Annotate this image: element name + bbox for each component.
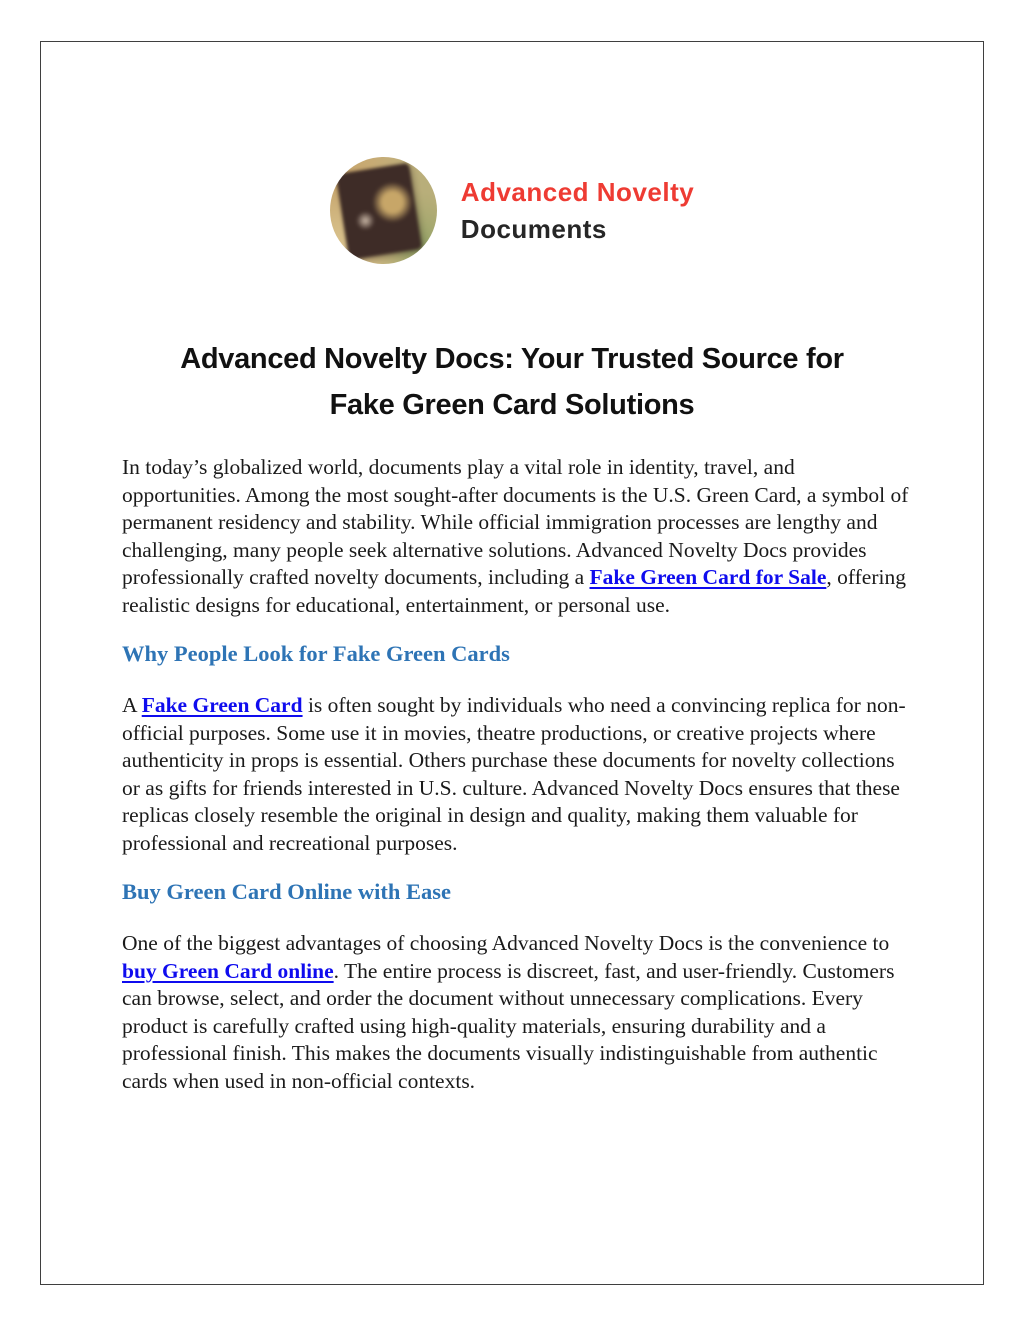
logo-image <box>330 157 437 264</box>
inline-link[interactable]: Fake Green Card for Sale <box>589 565 827 589</box>
text-run: A <box>122 693 142 717</box>
text-run: is often sought by individuals who need a convincing replica for non-official purposes. Some use it in movies, theatre productions, or creative projects where authenticity in props is essential. Others purchase these documents for novelty collections or as gifts for friends interested in U.S. culture. Advanced Novelty Docs ensures that these replicas closely resemble the original in design and quality, making them valuable for professional and recreational purposes. <box>122 693 906 855</box>
text-run: In today’s globalized world, documents play a vital role in identity, travel, and opportunities. Among the most sought-after documents is the U.S. Green Card, a symbol of permanent residency and stability. While official immigration processes are lengthy and challenging, many people seek alternative solutions. Advanced Novelty Docs provides professionally crafted novelty documents, including a <box>122 455 909 589</box>
page-title-line2: Fake Green Card Solutions <box>329 389 695 421</box>
inline-link[interactable]: Fake Green Card <box>141 693 303 717</box>
text-run: One of the biggest advantages of choosing Advanced Novelty Docs is the convenience to <box>122 931 890 955</box>
brand-name-line1: Advanced Novelty <box>460 176 695 207</box>
page-title-line1: Advanced Novelty Docs: Your Trusted Source for <box>180 343 844 375</box>
text-run: , offering realistic designs for educational, entertainment, or personal use. <box>122 565 906 617</box>
paragraph-buy-online <box>122 930 913 1095</box>
brand-logo <box>41 157 983 264</box>
text-run: . The entire process is discreet, fast, and user-friendly. Customers can browse, select, and order the document without unnecessary complications. Every product is carefully crafted using high-quality materials, ensuring durability and a professional finish. This makes the documents visually indistinguishable from authentic cards when used in non-official contexts. <box>122 958 895 1093</box>
intro-paragraph <box>122 454 913 619</box>
brand-name-line2: Documents <box>460 213 607 244</box>
inline-link[interactable]: buy Green Card online <box>122 958 334 983</box>
logo-card-graphic <box>336 163 422 261</box>
brand-wordmark <box>461 174 694 248</box>
section-heading-buy-online: Buy Green Card Online with Ease <box>122 879 451 904</box>
article-body <box>41 428 983 1095</box>
paragraph-why-people <box>122 692 913 857</box>
section-heading-why-people: Why People Look for Fake Green Cards <box>122 641 510 666</box>
page-title <box>41 336 983 428</box>
logo-photo-background <box>330 157 437 264</box>
document-page <box>40 41 984 1285</box>
